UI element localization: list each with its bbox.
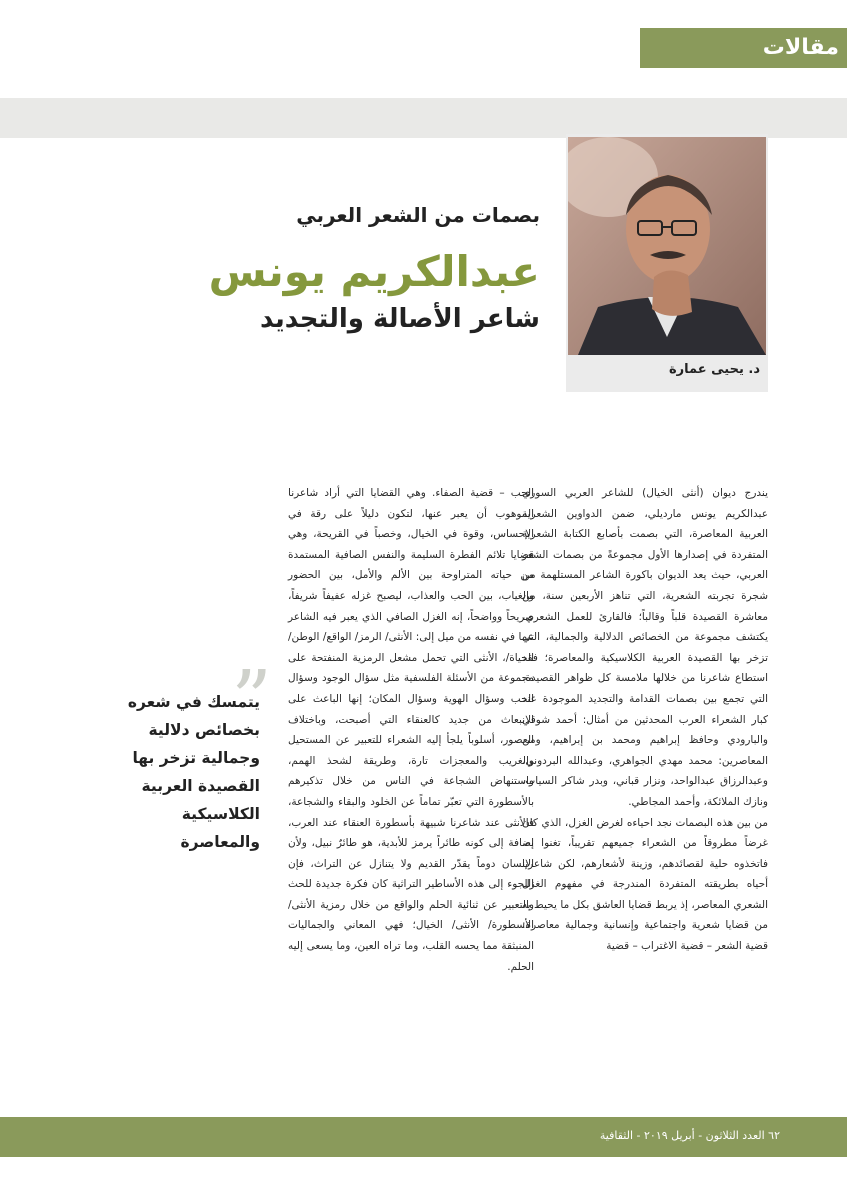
paragraph: يندرج ديوان (أنثى الخيال) للشاعر العربي السوري عبدالكريم يونس مارديلي، ضمن الدواوين الشعرية العربية المعاصرة، التي بصمت بأصابع الكتابة الشعرية المتفردة في إصدارها الأول مجموعةً من بصمات الشعر العربي، حيث يعد الديوان باكورة الشاعر المستلهمة من شجرة تجربته الشعرية، التي تناهز الأربعين سنة، من معاشرة القصيدة قلباً وقالباً؛ فالقارئ للعمل الشعري، يكتشف مجموعة من الخصائص الدلالية والجمالية، التي تزخر بها القصيدة العربية الكلاسيكية والمعاصرة؛ فقد استطاع شاعرنا من خلالها ملامسة كل ظواهر القصيدة، التي تجمع بين بصمات القدامة والتجديد الموجودة عند كبار الشعراء العرب المحدثين من أمثال: أحمد شوقي والبارودي وحافظ إبراهيم ومحمد بن إبراهيم، ومن المعاصرين: محمد مهدي الجواهري، وعبدالله البردوني، وعبدالرزاق عبدالواحد، ونزار قباني، وبدر شاكر السياب، ونازك الملائكة، وأحمد المجاطي. <box>522 487 768 808</box>
body-column-right <box>522 483 768 1103</box>
author-byline: د. يحيى عمارة <box>668 362 760 377</box>
author-portrait <box>568 137 766 355</box>
article-kicker: بصمات من الشعر العربي <box>296 203 540 227</box>
article-title: عبدالكريم يونس <box>208 247 540 296</box>
quote-mark-icon: ” <box>231 653 272 746</box>
paragraph: الحب – قضية الصفاء. وهي القضايا التي أراد شاعرنا الموهوب أن يعبر عنها، لتكون دليلاً على رقة في الإحساس، وقوة في الخيال، وخصباً في القريحة، وهي قضايا تلائم الفطرة السليمة والنفس الصافية المستمدة من حياته المتراوحة بين الألم والأمل، بين الحضور والغياب، بين الحب والعذاب، ليصبح غزله عفيفاً شريفاً، صريحاً وواضحاً، إنه الغزل الصافي الذي يعبر فيه الشاعر عما في نفسه من ميل إلى: الأنثى/ الرمز/ الواقع/ الوطن/ الحياة/، الأنثى التي تحمل مشعل الرمزية المنفتحة على مجموعة من الأسئلة الفلسفية مثل سؤال الوجود وسؤال الحب وسؤال الهوية وسؤال المكان؛ إنها الباعث على الانبعاث من جديد كالعنقاء التي أصبحت، وباختلاف العصور، أسلوباً يلجأ إليه الشعراء للتعبير عن المستحيل والغريب والمعجزات تارة، وطريقة لشحذ الهمم، واستنهاض الشجاعة في الناس من خلال تذكيرهم بالأسطورة التي تعبّر تماماً عن الخلود والبقاء والشجاعة، فالأنثى عند شاعرنا شبيهة بأسطورة العنقاء عند العرب، إضافة إلى كونه طائراً يرمز للأبدية، هو طائرٌ نبيل، ولأن الإنسان دوماً يقدّر القديم ولا يتنازل عن التراث، فإن اللجوء إلى هذه الأساطير التراثية كان فكرة جديدة للحث والتعبير عن ثنائية الحلم والواقع من خلال رمزية الأنثى/ الأسطورة/ الأنثى/ الخيال؛ فهي المعاني والجماليات المنبثقة مما يحسه القلب، وما تراه العين، وما يسعى إليه الحلم. <box>288 487 534 973</box>
footer-text: ٦٢ العدد الثلاثون - أبريل ٢٠١٩ - الثقافية <box>599 1129 780 1142</box>
paragraph: من بين هذه البصمات نجد احياءه لغرض الغزل، الذي كان غرضاً مطروقاً من الشعراء جميعهم تقريباً، تغنوا به، فاتخذوه حلية لقصائدهم، وزينة لأشعارهم، لكن شاعرنا أحياه بطريقته المتفردة المندرجة في مفهوم الغزل الشعري المعاصر، إذ يربط قضايا العاشق بكل ما يحيط به من قضايا شعرية واجتماعية وإنسانية وجمالية معاصرة: قضية الشعر – قضية الاغتراب – قضية <box>522 816 768 953</box>
header-band <box>0 98 847 138</box>
article-subtitle: شاعر الأصالة والتجديد <box>259 304 540 334</box>
section-label: مقالات <box>762 35 839 60</box>
pull-quote: يتمسك في شعره بخصائص دلالية وجمالية تزخر بها القصيدة العربية الكلاسيكية والمعاصرة <box>127 693 260 851</box>
body-column-left <box>288 483 534 1103</box>
